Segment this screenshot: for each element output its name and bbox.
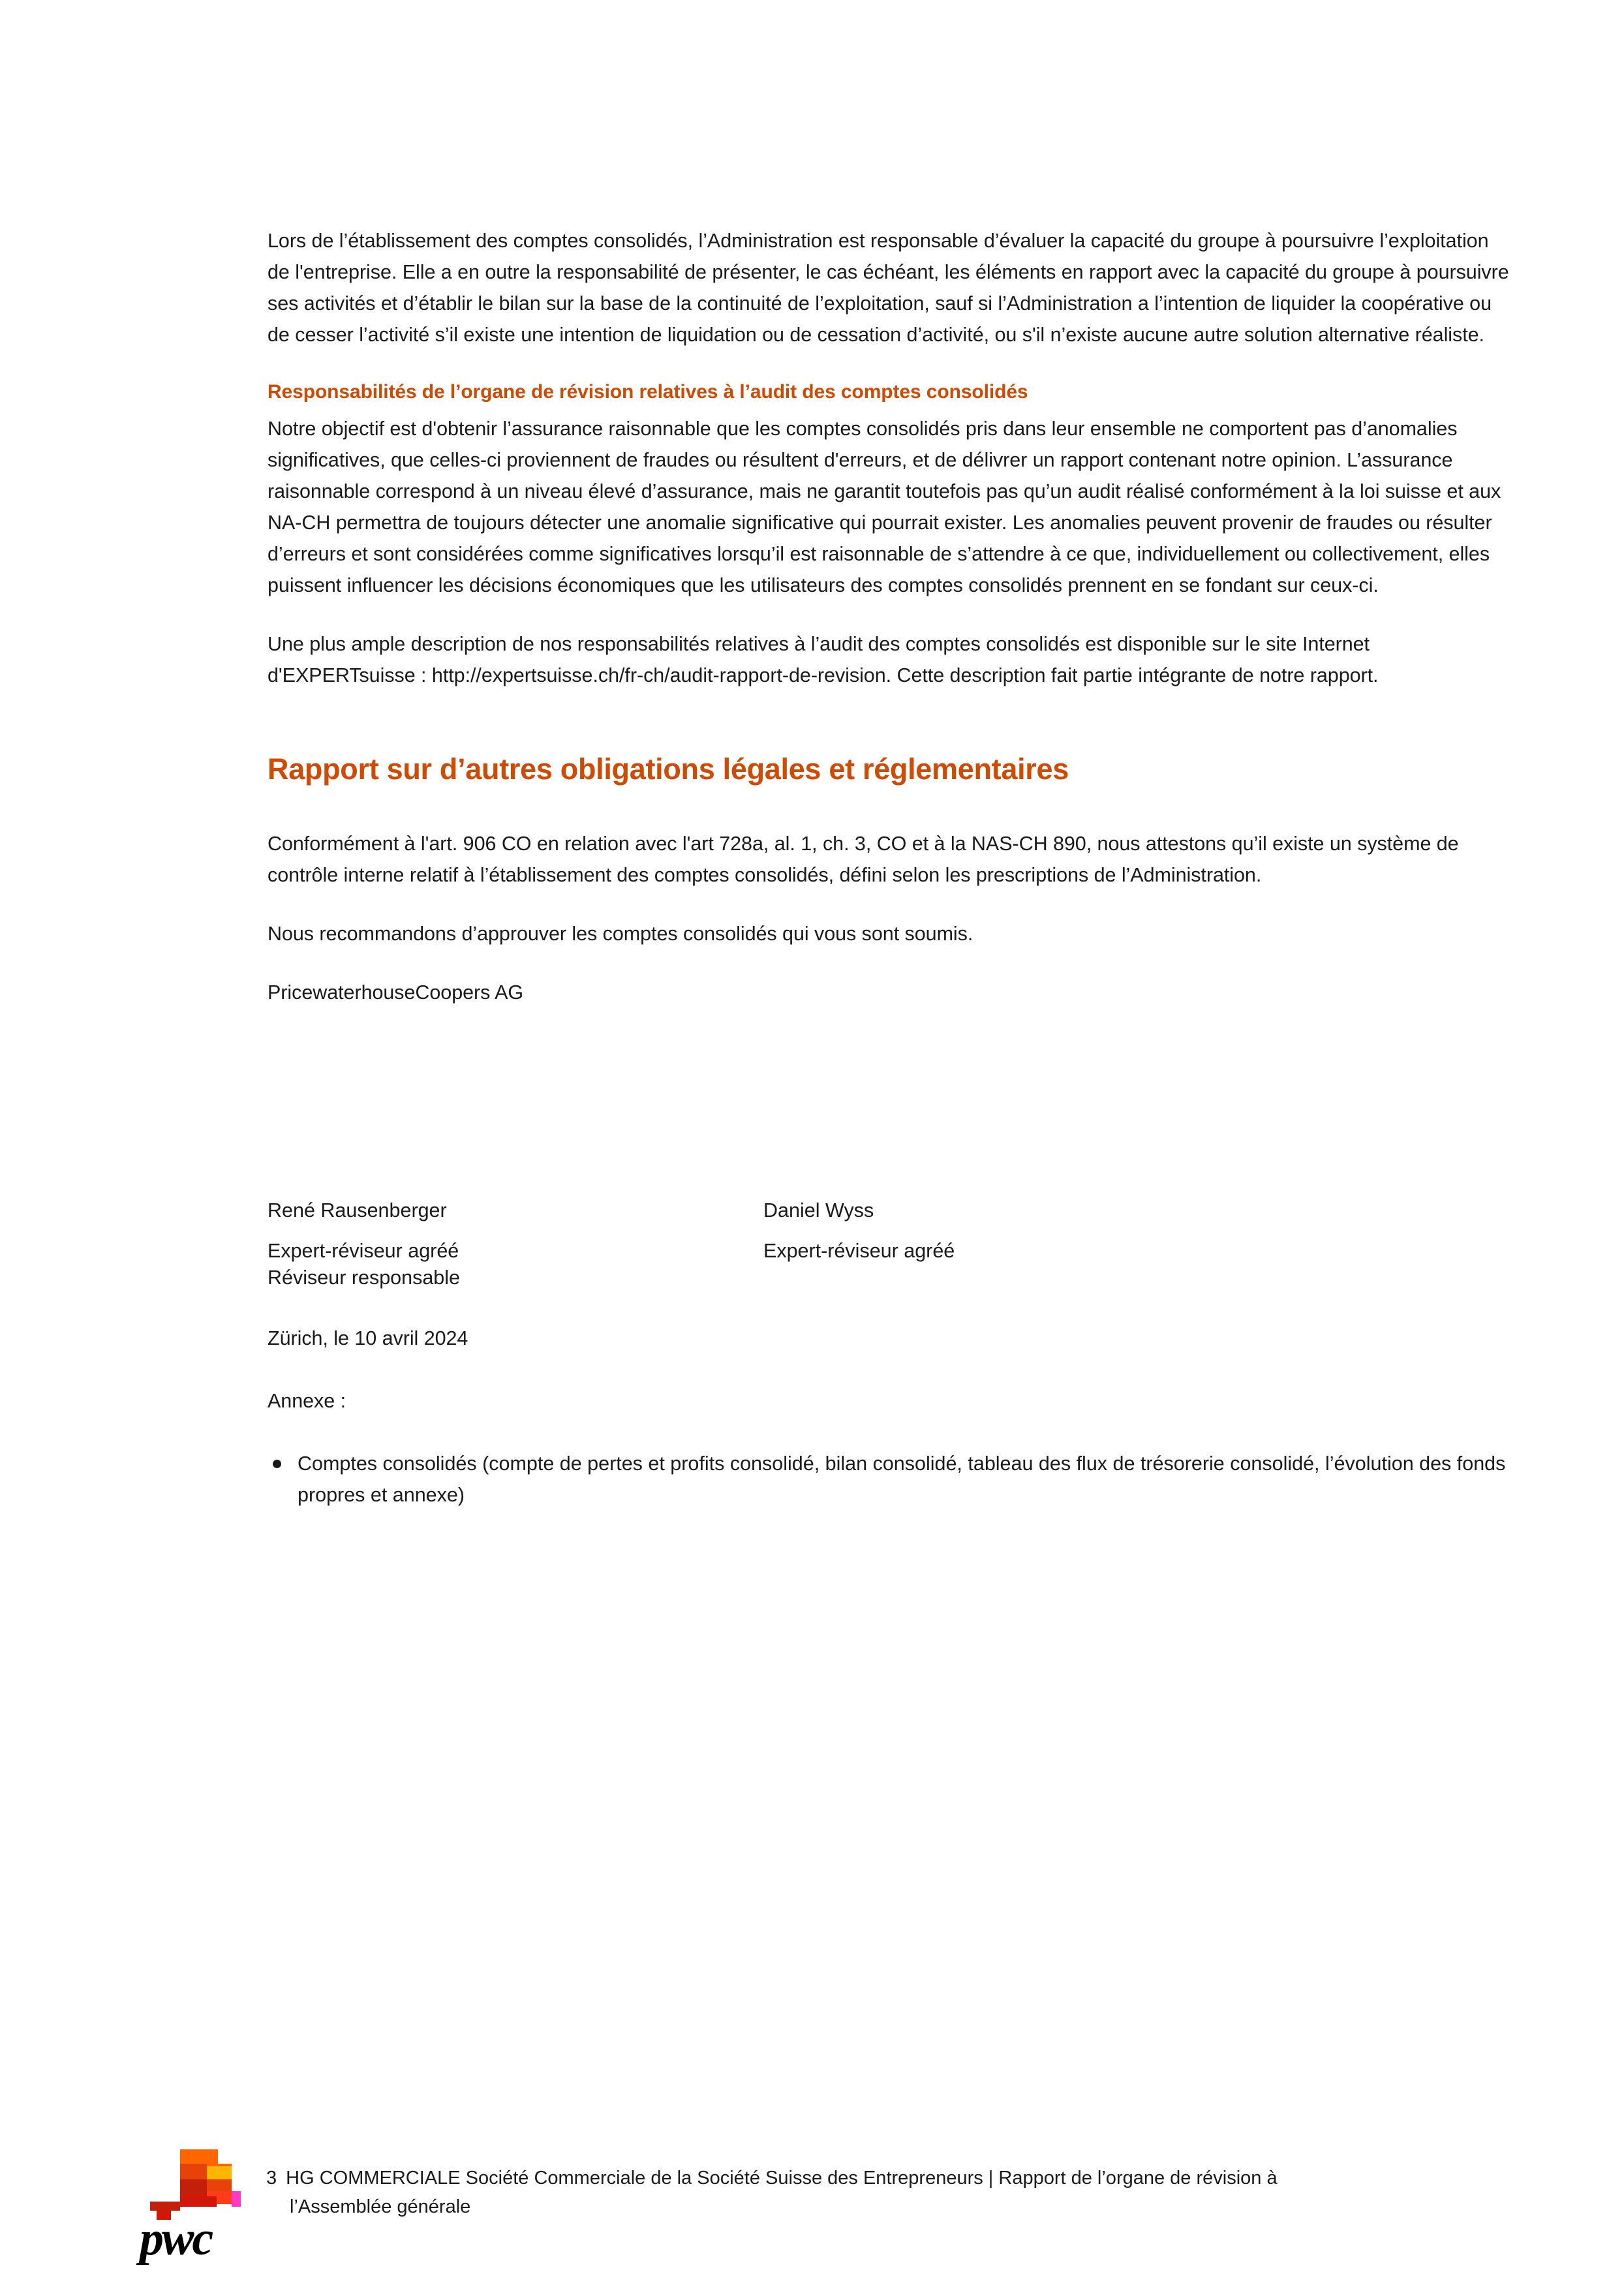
spacer-after-heading	[268, 789, 1514, 828]
subheading-auditor-responsibilities: Responsabilités de l’organe de révision relatives à l’audit des comptes consolidés	[268, 381, 1028, 403]
signatory-name: René Rausenberger	[268, 1199, 447, 1221]
bullet-point-icon	[273, 1460, 281, 1468]
page-footer	[0, 2140, 1624, 2284]
pwc-logo	[140, 2147, 256, 2277]
list-item	[268, 1448, 1514, 1511]
signature-space	[268, 1008, 1514, 1195]
paragraph-expertsuisse-description: Une plus ample description de nos responsabilités relatives à l’audit des comptes consolidés est disponible sur le site Internet d'EXPERTsuisse : http://expertsuisse.ch/fr-ch/audit-rapport-de-revision. Cette description fait partie intégrante de notre rapport.	[268, 633, 1379, 686]
page-number: 3	[266, 2168, 277, 2189]
signature-column-2	[763, 1195, 1259, 1291]
signatory-role-line-2: Réviseur responsable	[268, 1267, 460, 1289]
spacer-before-heading	[268, 718, 1514, 750]
signature-block	[268, 1195, 1514, 1291]
list-item-text: Comptes consolidés (compte de pertes et profits consolidé, bilan consolidé, tableau des flux de trésorerie consolidé, l’évolution des fonds propres et annexe)	[298, 1452, 1506, 1506]
paragraph-audit-objective: Notre objectif est d'obtenir l’assurance raisonnable que les comptes consolidés pris dans leur ensemble ne comportent pas d’anomalies significatives, que celles-ci proviennent de fraudes ou résultent d'erreurs, et de délivrer un rapport contenant notre opinion. L’assurance raisonnable correspond à un niveau élevé d’assurance, mais ne garantit toutefois pas qu’un audit réalisé conformément à la loi suisse et aux NA-CH permettra de toujours détecter une anomalie significative qui pourrait exister. Les anomalies peuvent provenir de fraudes ou résulter d’erreurs et sont considérées comme significatives lorsqu’il est raisonnable de s’attendre à ce que, individuellement ou collectivement, elles puissent influencer les décisions économiques que les utilisateurs des comptes consolidés prennent en se fondant sur ceux-ci.	[268, 418, 1501, 596]
signatory-role-line-1: Expert-réviseur agréé	[763, 1240, 955, 1262]
signature-column-1	[268, 1195, 763, 1291]
spacer-before-list	[268, 1417, 1514, 1448]
signatory-role-line-1: Expert-réviseur agréé	[268, 1240, 459, 1262]
annex-label: Annexe :	[268, 1390, 346, 1412]
document-body	[268, 225, 1514, 1511]
paragraph-going-concern: Lors de l’établissement des comptes consolidés, l’Administration est responsable d’évaluer la capacité du groupe à poursuivre l’exploitation de l'entreprise. Elle a en outre la responsabilité de présenter, le cas échéant, les éléments en rapport avec la capacité du groupe à poursuivre ses activités et d’établir le bilan sur la base de la continuité de l’exploitation, sauf si l’Administration a l’intention de liquider la coopérative ou de cesser l’activité s’il existe une intention de liquidation ou de cessation d’activité, ou s'il n’existe aucune autre solution alternative réaliste.	[268, 230, 1509, 346]
place-and-date: Zürich, le 10 avril 2024	[268, 1327, 468, 1349]
firm-name: PricewaterhouseCoopers AG	[268, 981, 524, 1004]
footer-text	[266, 2164, 1506, 2221]
footer-line-1	[266, 2164, 1506, 2192]
spacer-before-date	[268, 1291, 1514, 1323]
heading-other-legal-obligations: Rapport sur d’autres obligations légales et réglementaires	[268, 752, 1069, 786]
spacer-before-annex	[268, 1354, 1514, 1385]
annex-list	[268, 1448, 1514, 1511]
paragraph-internal-control-system: Conformément à l'art. 906 CO en relation avec l'art 728a, al. 1, ch. 3, CO et à la NAS-CH 890, nous attestons qu’il existe un système de contrôle interne relatif à l’établissement des comptes consolidés, défini selon les prescriptions de l’Administration.	[268, 833, 1459, 886]
pwc-wordmark: pwc	[140, 2212, 212, 2266]
footer-document-title: HG COMMERCIALE Société Commerciale de la Société Suisse des Entrepreneurs | Rapport de l’organe de révision à	[286, 2168, 1278, 2189]
paragraph-recommendation: Nous recommandons d’approuver les comptes consolidés qui vous sont soumis.	[268, 923, 973, 945]
footer-line-2: l’Assemblée générale	[290, 2196, 471, 2217]
signatory-name: Daniel Wyss	[763, 1199, 874, 1221]
